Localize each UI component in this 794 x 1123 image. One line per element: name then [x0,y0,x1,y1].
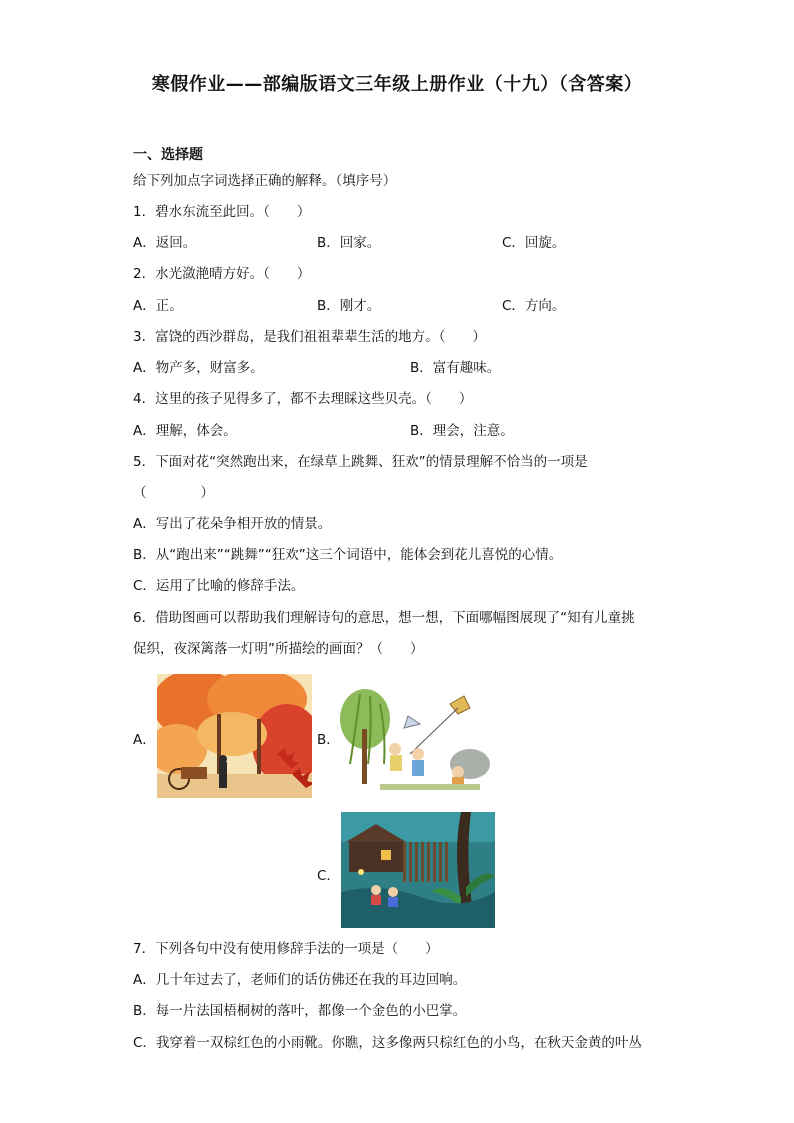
instruction-text: 给下列加点字词选择正确的解释。（填序号） [133,173,397,189]
question-3-option-a: A．物产多，财富多。 [133,360,264,376]
question-5-blank: （ ） [133,485,214,501]
question-1-option-a: A．返回。 [133,235,197,251]
question-5-option-b: B．从“跑出来”“跳舞”“狂欢”这三个词语中，能体会到花儿喜悦的心情。 [133,547,563,563]
question-1-option-b: B．回家。 [317,235,381,251]
section-heading: 一、选择题 [133,147,203,163]
question-7-option-c: C．我穿着一双棕红色的小雨靴。你瞧，这多像两只棕红色的小鸟，在秋天金黄的叶丛 [133,1035,642,1051]
question-5-option-c: C．运用了比喻的修辞手法。 [133,578,305,594]
question-5-stem: 5．下面对花“突然跑出来，在绿草上跳舞、狂欢”的情景理解不恰当的一项是 [133,454,588,470]
question-6-stem-line1: 6．借助图画可以帮助我们理解诗句的意思，想一想，下面哪幅图展现了“知有儿童挑 [133,610,635,626]
question-2-option-b: B．刚才。 [317,298,381,314]
question-1-stem: 1．碧水东流至此回。（ ） [133,204,311,220]
question-3-option-b: B．富有趣味。 [410,360,501,376]
question-4-option-b: B．理会，注意。 [410,423,514,439]
picture-c-label: C． [317,868,340,884]
question-1-option-c: C．回旋。 [502,235,566,251]
question-2-option-a: A．正。 [133,298,183,314]
picture-c-night-fence[interactable] [341,812,495,928]
question-3-stem: 3．富饶的西沙群岛，是我们祖祖辈辈生活的地方。（ ） [133,329,486,345]
question-4-option-a: A．理解，体会。 [133,423,237,439]
picture-a-label: A． [133,732,156,748]
question-7-option-a: A．几十年过去了，老师们的话仿佛还在我的耳边回响。 [133,972,467,988]
picture-b-label: B． [317,732,340,748]
question-2-option-c: C．方向。 [502,298,566,314]
picture-a-autumn-maple[interactable] [157,674,312,798]
question-4-stem: 4．这里的孩子见得多了，都不去理睬这些贝壳。（ ） [133,391,473,407]
question-6-stem-line2: 促织，夜深篱落一灯明”所描绘的画面？（ ） [133,641,424,657]
picture-b-kite-flying[interactable] [340,684,495,796]
page-title: 寒假作业——部编版语文三年级上册作业（十九）（含答案） [151,74,643,95]
question-7-option-b: B．每一片法国梧桐树的落叶，都像一个金色的小巴掌。 [133,1003,467,1019]
question-7-stem: 7．下列各句中没有使用修辞手法的一项是（ ） [133,941,439,957]
question-5-option-a: A．写出了花朵争相开放的情景。 [133,516,332,532]
question-2-stem: 2．水光潋滟晴方好。（ ） [133,266,311,282]
